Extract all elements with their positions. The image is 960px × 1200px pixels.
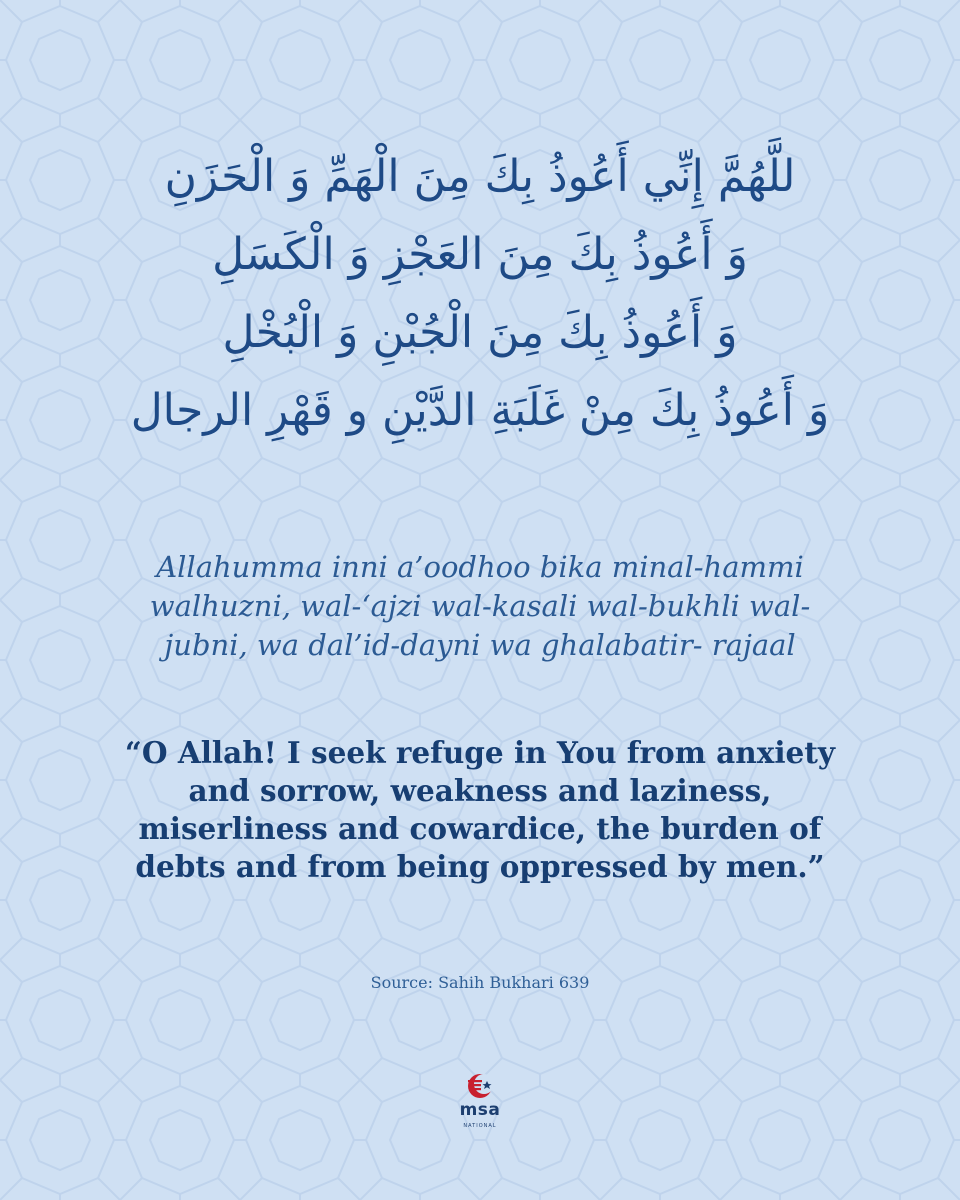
logo-wordmark: msa bbox=[459, 1100, 501, 1120]
arabic-line: وَ أَعُوذُ بِكَ مِنْ غَلَبَةِ الدَّيْنِ و قَهْرِ الرجال bbox=[130, 385, 830, 436]
transliteration-line: Allahumma inni a’oodhoo bika minal-hammi bbox=[156, 550, 804, 584]
transliteration-line: walhuzni, wal-‘ajzi wal-kasali wal-bukhli wal- bbox=[149, 589, 811, 623]
logo-subtitle: NATIONAL bbox=[463, 1123, 497, 1129]
msa-logo bbox=[453, 1072, 507, 1138]
english-translation bbox=[60, 734, 900, 886]
translation-line: debts and from being oppressed by men.” bbox=[135, 849, 825, 884]
arabic-line: وَ أَعُوذُ بِكَ مِنَ العَجْزِ وَ الْكَسَلِ bbox=[212, 229, 748, 280]
arabic-dua bbox=[60, 138, 900, 450]
transliteration bbox=[80, 548, 880, 665]
msa-crescent-icon bbox=[453, 1072, 507, 1102]
arabic-line: للَّهُمَّ إِنِّي أَعُوذُ بِكَ مِنَ الْهَمِّ وَ الْحَزَنِ bbox=[164, 151, 796, 202]
translation-line: “O Allah! I seek refuge in You from anxiety bbox=[124, 735, 836, 770]
translation-line: miserliness and cowardice, the burden of bbox=[138, 811, 822, 846]
transliteration-line: jubni, wa dal’id-dayni wa ghalabatir- rajaal bbox=[164, 628, 796, 662]
translation-line: and sorrow, weakness and laziness, bbox=[188, 773, 772, 808]
source-citation: Source: Sahih Bukhari 639 bbox=[370, 973, 590, 992]
arabic-line: وَ أَعُوذُ بِكَ مِنَ الْجُبْنِ وَ الْبُخْلِ bbox=[222, 307, 738, 358]
